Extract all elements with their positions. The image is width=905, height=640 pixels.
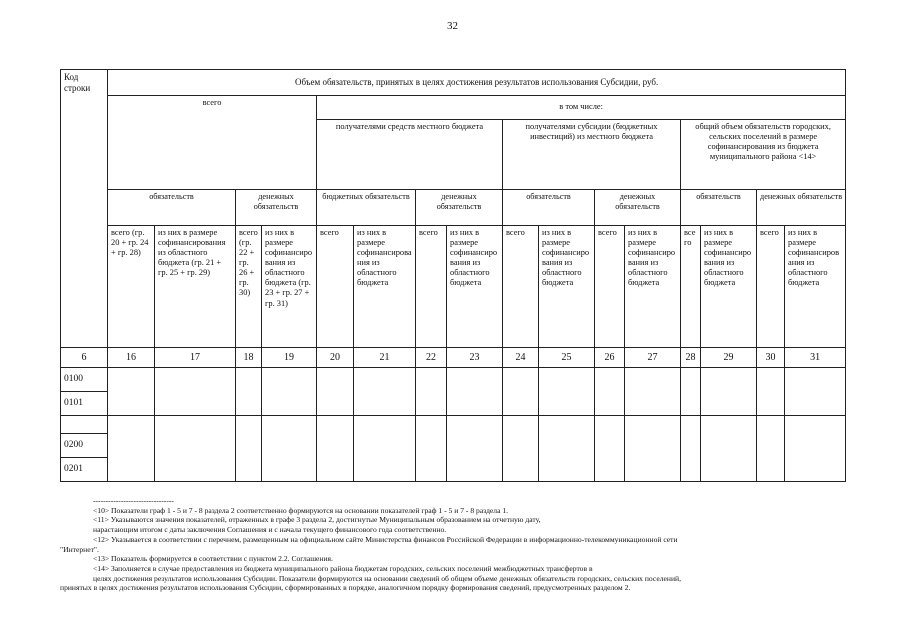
- col-number: 28: [681, 348, 701, 368]
- table-cell[interactable]: [757, 416, 785, 482]
- col-27-header: из них в размере софинансирования из областного бюджета: [625, 226, 681, 348]
- col-number: 23: [447, 348, 503, 368]
- table-cell[interactable]: [155, 368, 236, 416]
- col-22-header: всего: [416, 226, 447, 348]
- table-row: [61, 416, 846, 434]
- header-row-5: [61, 226, 846, 348]
- table-cell[interactable]: [416, 416, 447, 482]
- footnotes: [60, 496, 865, 593]
- sub-monetary-obligations-3: денежных обязательств: [595, 190, 681, 226]
- col-21-header: из них в размере софинансирования из областного бюджета: [354, 226, 416, 348]
- table-cell[interactable]: [539, 416, 595, 482]
- col-number: 20: [317, 348, 354, 368]
- table-cell[interactable]: [595, 368, 625, 416]
- group-settlements: общий объем обязательств городских, сельских поселений в размере софинансирования из бюджета муниципального района <14>: [681, 120, 846, 190]
- table-cell[interactable]: [785, 368, 846, 416]
- table-cell[interactable]: [503, 416, 539, 482]
- col-number: 19: [262, 348, 317, 368]
- table-cell[interactable]: [757, 368, 785, 416]
- row-code: 0201: [61, 458, 108, 482]
- col-number: 21: [354, 348, 416, 368]
- table-cell[interactable]: [701, 416, 757, 482]
- table-cell[interactable]: [447, 416, 503, 482]
- col-number: 26: [595, 348, 625, 368]
- footnote-14-cont-2: принятых в целях достижения результатов использования Субсидии, сформированных в порядке, аналогичном порядку формирования сведений, предусмотренных разделом 2.: [60, 583, 631, 593]
- table-cell[interactable]: [539, 368, 595, 416]
- col-29-header: из них в размере софинансирования из областного бюджета: [701, 226, 757, 348]
- row-code: [61, 416, 108, 434]
- table-cell[interactable]: [236, 416, 262, 482]
- footnote-12: <12> Указывается в соответствии с перечнем, размещенным на официальном сайте Министерства финансов Российской Федерации в информационно-телекоммуникационной сети: [93, 534, 678, 544]
- sub-obligations-2: обязательств: [503, 190, 595, 226]
- table-cell[interactable]: [317, 368, 354, 416]
- column-number-row: [61, 348, 846, 368]
- table-cell[interactable]: [262, 368, 317, 416]
- header-row-4: [61, 190, 846, 226]
- table-cell[interactable]: [354, 368, 416, 416]
- col-number: 27: [625, 348, 681, 368]
- sub-obligations: обязательств: [108, 190, 236, 226]
- table-cell[interactable]: [503, 368, 539, 416]
- obligations-table-container: [60, 69, 845, 482]
- col-23-header: из них в размере софинансирования из областного бюджета: [447, 226, 503, 348]
- table-title: Объем обязательств, принятых в целях достижения результатов использования Субсидии, руб.: [108, 70, 846, 96]
- table-cell[interactable]: [681, 416, 701, 482]
- code-header: Код строки: [61, 70, 108, 348]
- sub-budget-obligations: бюджетных обязательств: [317, 190, 416, 226]
- page-number: 32: [447, 20, 458, 32]
- col-26-header: всего: [595, 226, 625, 348]
- row-code: 0200: [61, 434, 108, 458]
- sub-monetary-obligations: денежных обязательств: [236, 190, 317, 226]
- col-number: 31: [785, 348, 846, 368]
- table-cell[interactable]: [108, 368, 155, 416]
- table-cell[interactable]: [595, 416, 625, 482]
- col-28-header: всего: [681, 226, 701, 348]
- table-cell[interactable]: [317, 416, 354, 482]
- sub-monetary-obligations-2: денежных обязательств: [416, 190, 503, 226]
- footnote-14-cont: целях достижения результатов использования Субсидии. Показатели формируются на основании сведений об общем объеме денежных обязательств городских, сельских поселений,: [93, 573, 681, 583]
- col-24-header: всего: [503, 226, 539, 348]
- row-code: 0101: [61, 392, 108, 416]
- footnote-10: <10> Показатели граф 1 - 5 и 7 - 8 раздела 2 соответственно формируются на основании показателей граф 1 - 5 и 7 - 8 раздела 1.: [93, 505, 509, 515]
- table-cell[interactable]: [625, 368, 681, 416]
- table-cell[interactable]: [354, 416, 416, 482]
- col-31-header: из них в размере софинансирования из областного бюджета: [785, 226, 846, 348]
- col-number: 24: [503, 348, 539, 368]
- table-cell[interactable]: [681, 368, 701, 416]
- footnote-11: <11> Указываются значения показателей, отраженных в графе 3 раздела 2, достигнутые Муниципальным образованием на отчетную дату,: [93, 515, 541, 525]
- col-18-header: всего (гр. 22 + гр. 26 + гр. 30): [236, 226, 262, 348]
- col-16-header: всего (гр. 20 + гр. 24 + гр. 28): [108, 226, 155, 348]
- table-cell[interactable]: [236, 368, 262, 416]
- table-row: [61, 368, 846, 392]
- table-cell[interactable]: [625, 416, 681, 482]
- footnote-11-cont: нарастающим итогом с даты заключения Соглашения и с начала текущего финансового года соответственно.: [93, 525, 447, 535]
- footnote-13: <13> Показатель формируется в соответствии с пунктом 2.2. Соглашения.: [93, 554, 333, 564]
- table-cell[interactable]: [447, 368, 503, 416]
- header-row-1: [61, 70, 846, 96]
- obligations-table: [60, 69, 846, 482]
- col-number: 16: [108, 348, 155, 368]
- header-incl: в том числе:: [317, 96, 846, 120]
- table-cell[interactable]: [155, 416, 236, 482]
- col-25-header: из них в размере софинансирования из областного бюджета: [539, 226, 595, 348]
- col-number: 30: [757, 348, 785, 368]
- col-number: 22: [416, 348, 447, 368]
- header-total: всего: [108, 96, 317, 190]
- table-cell[interactable]: [262, 416, 317, 482]
- table-cell[interactable]: [701, 368, 757, 416]
- table-cell[interactable]: [785, 416, 846, 482]
- group-local-budget: получателями средств местного бюджета: [317, 120, 503, 190]
- col-17-header: из них в размере софинансирования из областного бюджета (гр. 21 + гр. 25 + гр. 29): [155, 226, 236, 348]
- col-number: 17: [155, 348, 236, 368]
- footnote-separator: --------------------------------: [93, 496, 174, 505]
- group-subsidy-recipients: получателями субсидии (бюджетных инвестиций) из местного бюджета: [503, 120, 681, 190]
- col-30-header: всего: [757, 226, 785, 348]
- sub-monetary-obligations-4: денежных обязательств: [757, 190, 846, 226]
- col-number: 25: [539, 348, 595, 368]
- col-number: 18: [236, 348, 262, 368]
- sub-obligations-3: обязательств: [681, 190, 757, 226]
- row-code: 0100: [61, 368, 108, 392]
- footnote-12-cont: "Интернет".: [60, 544, 99, 554]
- col-number: 29: [701, 348, 757, 368]
- header-row-2: [61, 96, 846, 120]
- table-cell[interactable]: [108, 416, 155, 482]
- col-20-header: всего: [317, 226, 354, 348]
- col-number: 6: [61, 348, 108, 368]
- table-cell[interactable]: [416, 368, 447, 416]
- col-19-header: из них в размере софинансирования из областного бюджета (гр. 23 + гр. 27 + гр. 31): [262, 226, 317, 348]
- footnote-14: <14> Заполняется в случае предоставления из бюджета муниципального района бюджетам городских, сельских поселений межбюджетных трансфертов в: [93, 564, 593, 574]
